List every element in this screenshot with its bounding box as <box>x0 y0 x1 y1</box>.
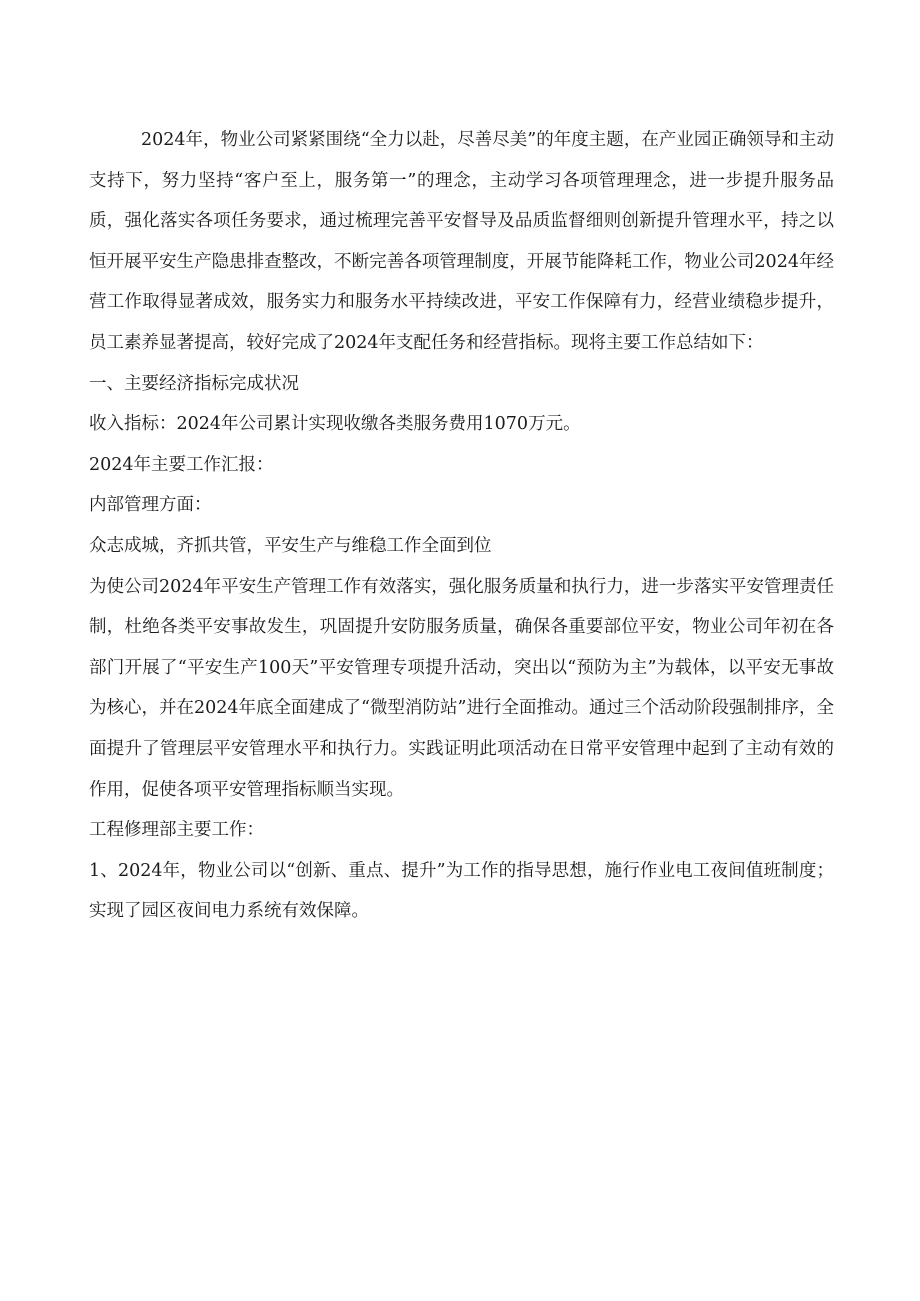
work-report-heading: 2024年主要工作汇报： <box>89 454 274 475</box>
internal-management-heading: 内部管理方面： <box>89 495 212 516</box>
engineering-heading: 工程修理部主要工作： <box>89 820 264 841</box>
section-heading-economic-indicators: 一、主要经济指标完成状况 <box>89 373 299 394</box>
income-indicator-line: 收入指标：2024年公司累计实现收缴各类服务费用1070万元。 <box>89 414 581 435</box>
safety-paragraph: 为使公司2024年平安生产管理工作有效落实，强化服务质量和执行力，进一步落实平安管理责任制，杜绝各类平安事故发生，巩固提升安防服务质量，确保各重要部位平安，物业公司年初在各部门开展了“平安生产100天”平安管理专项提升活动，突出以“预防为主”为载体，以平安无事故为核心，并在2024年底全面建成了“微型消防站”进行全面推动。通过三个活动阶段强制排序，全面提升了管理层平安管理水平和执行力。实践证明此项活动在日常平安管理中起到了主动有效的作用，促使各项平安管理指标顺当实现。 <box>89 576 834 800</box>
intro-paragraph: 2024年，物业公司紧紧围绕“全力以赴，尽善尽美”的年度主题，在产业园正确领导和主动支持下，努力坚持“客户至上，服务第一”的理念，主动学习各项管理理念，进一步提升服务品质，强化落实各项任务要求，通过梳理完善平安督导及品质监督细则创新提升管理水平，持之以恒开展平安生产隐患排查整改，不断完善各项管理制度，开展节能降耗工作，物业公司2024年经营工作取得显著成效，服务实力和服务水平持续改进，平安工作保障有力，经营业绩稳步提升，员工素养显著提高，较好完成了2024年支配任务和经营指标。现将主要工作总结如下： <box>89 130 834 353</box>
safety-heading: 众志成城，齐抓共管，平安生产与维稳工作全面到位 <box>89 535 492 556</box>
engineering-item-1: 1、2024年，物业公司以“创新、重点、提升”为工作的指导思想，施行作业电工夜间值班制度；实现了园区夜间电力系统有效保障。 <box>89 860 834 922</box>
document-body <box>89 120 834 932</box>
